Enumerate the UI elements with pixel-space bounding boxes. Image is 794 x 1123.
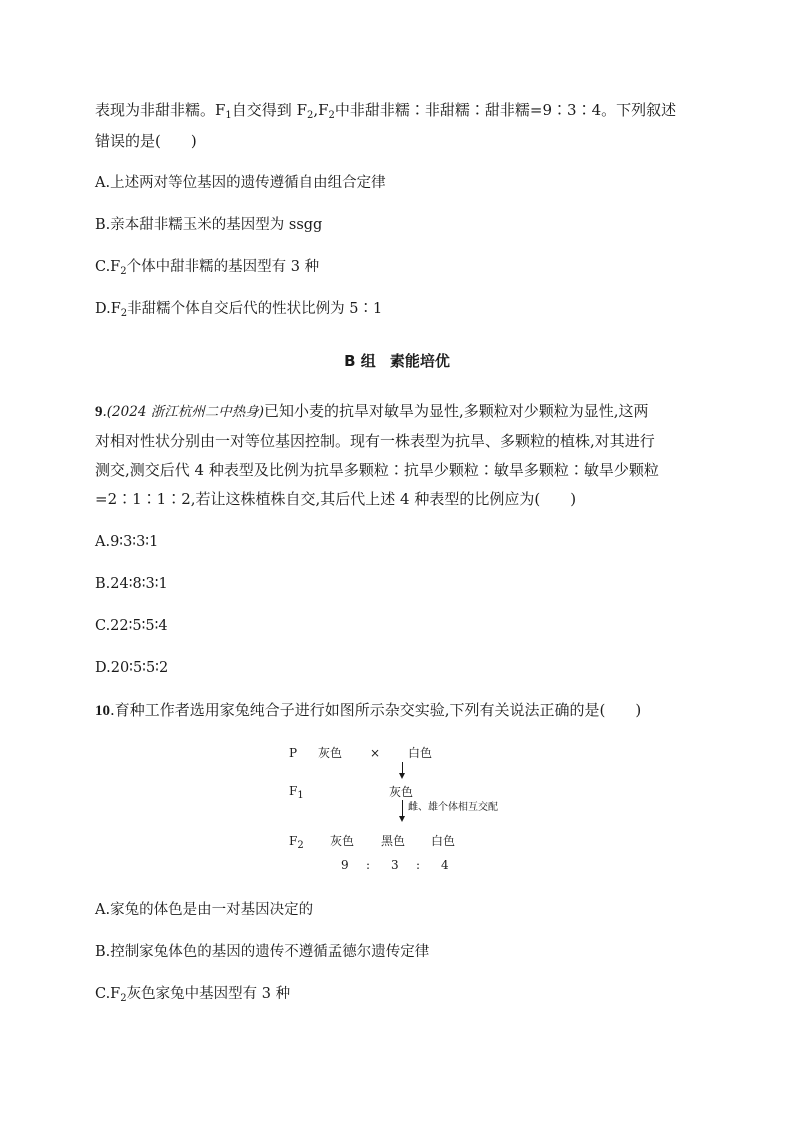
f2-white-phenotype: 白色 (431, 834, 456, 848)
q9-stem-line-1: 9.(2024 浙江杭州二中热身)已知小麦的抗旱对敏旱为显性,多颗粒对少颗粒为显性,这两 (95, 402, 649, 420)
cross-symbol: × (370, 746, 381, 760)
q9-option-a: A.9∶3∶3∶1 (95, 534, 159, 550)
q8-option-c: $C.F_2$个体中甜非糯的基因型有 3 种 (95, 259, 320, 277)
q9-option-b: B.24∶8∶3∶1 (95, 576, 168, 592)
q10-option-b: B.控制家兔体色的基因的遗传不遵循孟德尔遗传定律 (95, 944, 430, 960)
generation-f1-label: $F_1$ (289, 784, 304, 801)
f2-black-phenotype: 黑色 (381, 834, 406, 848)
f1-gray-phenotype: 灰色 (389, 785, 414, 799)
q8-option-a: A.上述两对等位基因的遗传遵循自由组合定律 (95, 175, 386, 191)
ratio-separator-1: : (366, 858, 371, 872)
q9-option-d: D.20∶5∶5∶2 (95, 660, 169, 676)
section-heading: B 组 素能培优 (344, 352, 450, 370)
q8-stem-line-2: 错误的是( ) (95, 132, 197, 150)
arrow-p-to-f1-head (399, 773, 405, 779)
p-white-phenotype: 白色 (408, 746, 433, 760)
q10-stem: 10.育种工作者选用家兔纯合子进行如图所示杂交实验,下列有关说法正确的是( ) (95, 701, 642, 719)
q8-option-b: B.亲本甜非糯玉米的基因型为 ssgg (95, 217, 323, 233)
q9-stem-line-4: =2∶1∶1∶2,若让这株植株自交,其后代上述 4 种表型的比例应为( ) (95, 490, 577, 508)
arrow-f1-to-f2 (402, 800, 403, 817)
q10-option-c: $C.F_2$灰色家兔中基因型有 3 种 (95, 986, 291, 1004)
generation-p-label: P (289, 746, 298, 760)
mating-note: 雌、雄个体相互交配 (408, 802, 498, 813)
q9-number: 9 (95, 404, 103, 420)
q9-source: .(2024 浙江杭州二中热身) (102, 404, 264, 420)
ratio-gray: 9 (341, 858, 349, 872)
q9-stem-line-3: 测交,测交后代 4 种表型及比例为抗旱多颗粒∶抗旱少颗粒∶敏旱多颗粒∶敏旱少颗粒 (95, 461, 659, 479)
q9-option-c: C.22∶5∶5∶4 (95, 618, 168, 634)
q8-option-d: $D.F_2$非甜糯个体自交后代的性状比例为 5∶1 (95, 301, 383, 319)
p-gray-phenotype: 灰色 (318, 746, 343, 760)
q8-stem-line-1: 表现为非甜非糯。$F_1$自交得到 $F_2,F_2$中非甜非糯∶非甜糯∶甜非糯=9∶3∶4。下列叙述 (95, 101, 677, 121)
ratio-white: 4 (441, 858, 449, 872)
ratio-separator-2: : (416, 858, 421, 872)
generation-f2-label: $F_2$ (289, 834, 304, 851)
q10-option-a: A.家兔的体色是由一对基因决定的 (95, 902, 314, 918)
q10-number: 10 (95, 703, 110, 719)
q9-stem-line-2: 对相对性状分别由一对等位基因控制。现有一株表型为抗旱、多颗粒的植株,对其进行 (95, 432, 655, 450)
ratio-black: 3 (391, 858, 399, 872)
f2-gray-phenotype: 灰色 (330, 834, 355, 848)
arrow-f1-to-f2-head (399, 816, 405, 822)
